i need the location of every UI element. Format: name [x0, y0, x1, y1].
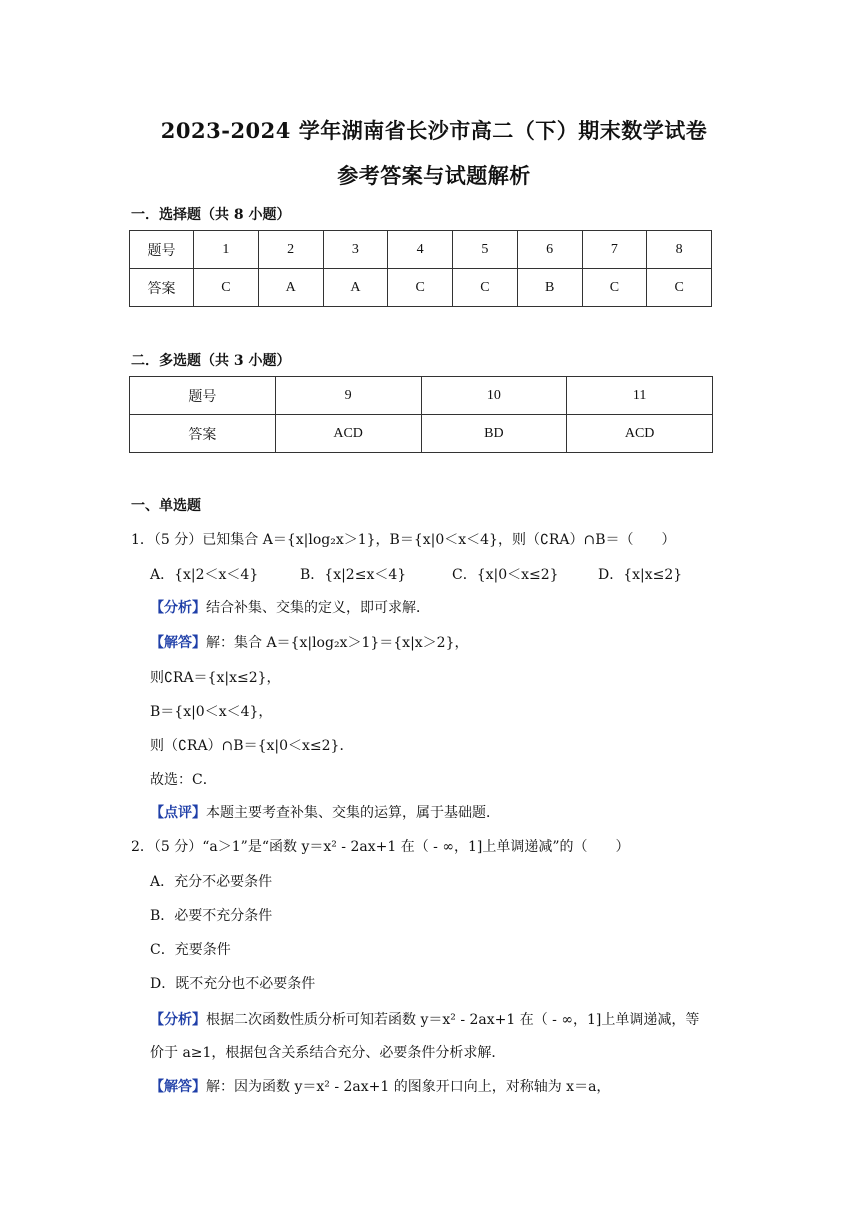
solution-line: B＝{x|0＜x＜4}，: [150, 704, 273, 720]
table-row: [130, 377, 713, 415]
question-2-solution: [150, 1077, 610, 1097]
analysis-text: 结合补集、交集的定义，即可求解．: [206, 600, 430, 616]
question-number-cell: 9: [275, 377, 421, 415]
question-number-cell: 7: [582, 231, 647, 269]
question-2-analysis: [150, 1010, 699, 1030]
question-1-solution: [150, 633, 469, 653]
question-1-analysis: [150, 598, 430, 618]
solution-line: 故选：C．: [150, 772, 217, 788]
answer-cell: C: [388, 269, 453, 307]
part-heading: 一、单选题: [131, 498, 201, 514]
answer-table-choice: [129, 230, 712, 307]
question-number-cell: 2: [258, 231, 323, 269]
solution-line: 则（∁RA）∩B＝{x|0＜x≤2}．: [150, 738, 354, 754]
analysis-text: 根据二次函数性质分析可知若函数 y＝x² - 2ax+1 在（ - ∞，1]上单调递减，等: [206, 1012, 700, 1028]
question-number-cell: 5: [453, 231, 518, 269]
table-header-cell: 答案: [130, 269, 194, 307]
answer-cell: C: [453, 269, 518, 307]
answer-cell: A: [323, 269, 388, 307]
page-title: 2023-2024 学年湖南省长沙市高二（下）期末数学试卷: [160, 118, 708, 143]
page-subtitle: 参考答案与试题解析: [337, 163, 531, 188]
option-c: C．{x|0＜x≤2}: [452, 567, 559, 583]
question-number-cell: 10: [421, 377, 567, 415]
option-b: B．必要不充分条件: [150, 908, 273, 924]
question-number-cell: 4: [388, 231, 453, 269]
option-b: B．{x|2≤x＜4}: [300, 567, 407, 583]
question-1-options: [150, 565, 682, 585]
solution-line: 解：因为函数 y＝x² - 2ax+1 的图象开口向上，对称轴为 x＝a，: [206, 1079, 611, 1095]
analysis-tag: 【分析】: [150, 600, 206, 616]
comment-text: 本题主要考查补集、交集的运算，属于基础题．: [206, 805, 500, 821]
section-heading-multi: 二．多选题（共 3 小题）: [131, 353, 291, 369]
table-row: [130, 231, 712, 269]
table-row: [130, 415, 713, 453]
solution-line: 解：集合 A＝{x|log₂x＞1}＝{x|x＞2}，: [206, 635, 469, 651]
comment-tag: 【点评】: [150, 805, 206, 821]
table-row: [130, 269, 712, 307]
question-number-cell: 1: [194, 231, 259, 269]
option-d: D．{x|x≤2}: [598, 567, 683, 583]
solution-line: 则∁RA＝{x|x≤2}，: [150, 670, 281, 686]
question-number-cell: 11: [567, 377, 713, 415]
answer-cell: C: [194, 269, 259, 307]
option-d: D．既不充分也不必要条件: [150, 976, 316, 992]
answer-cell: C: [582, 269, 647, 307]
question-2-stem: 2．（5 分）“a＞1”是“函数 y＝x² - 2ax+1 在（ - ∞，1]上单调递减”的（ ）: [131, 839, 630, 855]
option-c: C．充要条件: [150, 942, 231, 958]
option-a: A．{x|2＜x＜4}: [150, 567, 259, 583]
answer-cell: C: [647, 269, 712, 307]
answer-table-multi: [129, 376, 713, 453]
option-a: A．充分不必要条件: [150, 874, 273, 890]
answer-cell: B: [517, 269, 582, 307]
table-header-cell: 题号: [130, 231, 194, 269]
section-heading-choice: 一．选择题（共 8 小题）: [131, 207, 291, 223]
answer-cell: ACD: [275, 415, 421, 453]
table-header-cell: 题号: [130, 377, 276, 415]
question-1-stem: 1．（5 分）已知集合 A＝{x|log₂x＞1}，B＝{x|0＜x＜4}，则（∁RA）∩B＝（ ）: [131, 532, 676, 548]
solution-tag: 【解答】: [150, 1079, 206, 1095]
analysis-tag: 【分析】: [150, 1012, 206, 1028]
answer-cell: BD: [421, 415, 567, 453]
question-1-comment: [150, 803, 500, 823]
analysis-text-continued: 价于 a≥1，根据包含关系结合充分、必要条件分析求解．: [150, 1045, 506, 1061]
question-number-cell: 8: [647, 231, 712, 269]
table-header-cell: 答案: [130, 415, 276, 453]
question-number-cell: 3: [323, 231, 388, 269]
solution-tag: 【解答】: [150, 635, 206, 651]
answer-cell: ACD: [567, 415, 713, 453]
answer-cell: A: [258, 269, 323, 307]
question-number-cell: 6: [517, 231, 582, 269]
